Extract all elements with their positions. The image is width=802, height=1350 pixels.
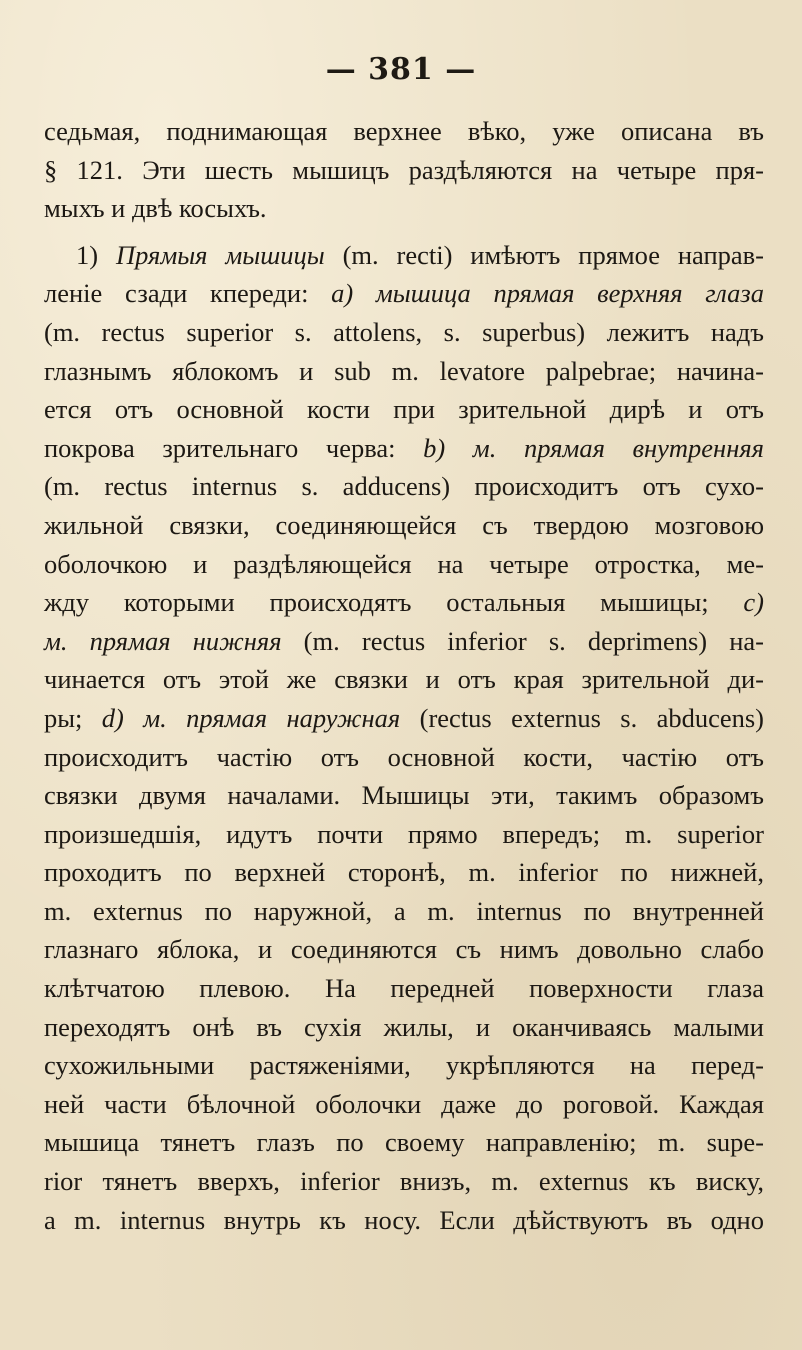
text-segment: глазнаго яблока, и соединяются съ нимъ довольно слабо: [44, 934, 764, 965]
text-segment: rior тянетъ вверхъ, inferior внизъ, m. externus къ виску,: [44, 1166, 764, 1197]
text-line: [44, 151, 764, 190]
text-segment: (rectus externus s. abducens): [400, 702, 765, 733]
text-line: [44, 1123, 764, 1162]
italic-term: d) м. прямая наружная: [101, 702, 401, 733]
text-line: [44, 660, 764, 699]
text-segment: 1): [76, 239, 116, 270]
text-body: [44, 112, 764, 1239]
text-segment: мыхъ и двѣ косыхъ.: [44, 193, 267, 224]
text-segment: происходитъ частію отъ основной кости, частію отъ: [44, 741, 764, 772]
text-segment: (m. rectus superior s. attolens, s. superbus) лежитъ надъ: [44, 316, 764, 347]
text-line: [44, 1008, 764, 1047]
text-line: [44, 738, 764, 777]
text-line: [44, 352, 764, 391]
text-line: [44, 236, 764, 275]
text-segment: ней части бѣлочной оболочки даже до роговой. Каждая: [44, 1088, 764, 1119]
text-segment: а m. internus внутрь къ носу. Если дѣйствуютъ въ одно: [44, 1204, 764, 1235]
text-line: [44, 506, 764, 545]
text-segment: оболочкою и раздѣляющейся на четыре отростка, ме-: [44, 548, 764, 579]
text-line: [44, 1201, 764, 1240]
text-segment: (m. rectus inferior s. deprimens) на-: [281, 625, 764, 656]
text-line: [44, 892, 764, 931]
text-line: [44, 583, 764, 622]
text-segment: сухожильными растяженіями, укрѣпляются на перед-: [44, 1050, 764, 1081]
text-line: [44, 699, 764, 738]
text-line: [44, 1162, 764, 1201]
text-segment: жильной связки, соединяющейся съ твердою мозговою: [44, 509, 764, 540]
text-line: [44, 622, 764, 661]
text-line: [44, 545, 764, 584]
text-line: [44, 390, 764, 429]
text-segment: покрова зрительнаго черва:: [44, 432, 424, 463]
text-segment: связки двумя началами. Мышицы эти, такимъ образомъ: [44, 780, 764, 811]
text-segment: седьмая, поднимающая верхнее вѣко, уже описана въ: [44, 116, 764, 146]
text-segment: глазнымъ яблокомъ и sub m. levatore palpebrae; начина-: [44, 355, 764, 386]
text-segment: леніе сзади кпереди:: [44, 278, 332, 309]
text-line: [44, 112, 764, 151]
text-line: [44, 1085, 764, 1124]
italic-term: c): [743, 587, 764, 618]
text-line: [44, 815, 764, 854]
text-line: [44, 274, 764, 313]
text-segment: § 121. Эти шесть мышицъ раздѣляются на четыре пря-: [44, 154, 764, 185]
text-segment: проходитъ по верхней сторонѣ, m. inferior по нижней,: [44, 857, 764, 888]
italic-term: a) мышица прямая верхняя глаза: [331, 278, 764, 309]
text-segment: (m. recti) имѣютъ прямое направ-: [324, 239, 764, 270]
text-segment: клѣтчатою плевою. На передней поверхности глаза: [44, 973, 764, 1004]
italic-term: Прямыя мышицы: [115, 239, 325, 270]
text-line: [44, 930, 764, 969]
italic-term: b) м. прямая внутренняя: [423, 432, 764, 463]
text-segment: произшедшія, идутъ почти прямо впередъ; m. superior: [44, 818, 764, 849]
italic-term: м. прямая нижняя: [44, 625, 282, 656]
text-line: [44, 1046, 764, 1085]
text-line: [44, 969, 764, 1008]
text-segment: мышица тянетъ глазъ по своему направленію; m. supe-: [44, 1127, 764, 1158]
text-segment: чинается отъ этой же связки и отъ края зрительной ди-: [44, 664, 764, 695]
text-segment: жду которыми происходятъ остальныя мышицы;: [44, 587, 744, 618]
text-segment: m. externus по наружной, а m. internus по внутренней: [44, 895, 764, 926]
text-line: [44, 429, 764, 468]
text-line: [44, 776, 764, 815]
text-segment: ры;: [44, 702, 102, 733]
text-line: [44, 853, 764, 892]
text-segment: переходятъ онѣ въ сухія жилы, и оканчиваясь малыми: [44, 1011, 764, 1042]
text-line: [44, 467, 764, 506]
paragraph-gap: [44, 228, 764, 236]
text-line: [44, 189, 764, 228]
page-number: — 381 —: [325, 52, 477, 87]
text-line: [44, 313, 764, 352]
text-segment: ется отъ основной кости при зрительной дирѣ и отъ: [44, 394, 764, 425]
text-segment: (m. rectus internus s. adducens) происходитъ отъ сухо-: [44, 471, 764, 502]
